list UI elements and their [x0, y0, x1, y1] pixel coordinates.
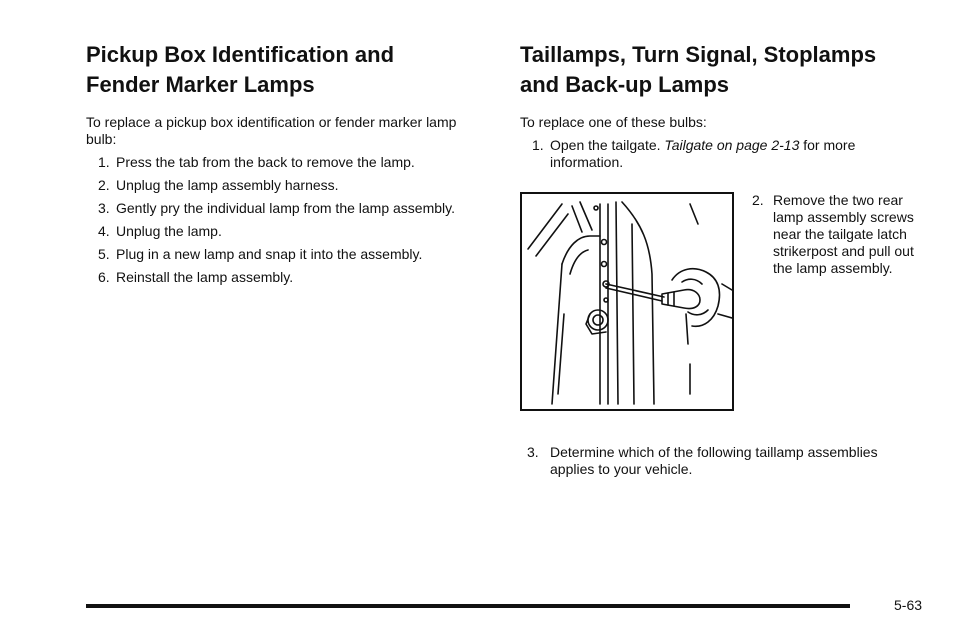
step-list [520, 137, 920, 171]
step-two [752, 192, 920, 277]
step-number: 2. [98, 177, 110, 193]
list-item [86, 246, 486, 263]
illustration-graphic [522, 194, 732, 409]
step-number: 6. [98, 269, 110, 285]
list-item [520, 137, 920, 171]
step-text: Reinstall the lamp assembly. [116, 269, 294, 285]
step-text: Open the tailgate. [550, 137, 661, 153]
step-text: Remove the two rear lamp assembly screws near the tailgate latch strikerpost and pull out the lamp assembly. [773, 192, 914, 276]
heading-line: Fender Marker Lamps [86, 72, 315, 97]
heading-line: Pickup Box Identification and [86, 42, 395, 67]
section-heading-pickup-box [86, 40, 486, 100]
step-number: 2. [752, 192, 764, 208]
left-column [86, 40, 486, 292]
list-item [86, 154, 486, 171]
step-number: 1. [532, 137, 544, 153]
step-text: Press the tab from the back to remove the lamp. [116, 154, 415, 170]
step-number: 1. [98, 154, 110, 170]
right-column [520, 40, 920, 477]
section-heading-taillamps [520, 40, 920, 100]
step-text: Unplug the lamp assembly harness. [116, 177, 339, 193]
step-number: 3. [527, 444, 539, 460]
step-three [520, 444, 920, 478]
step-number: 3. [98, 200, 110, 216]
list-item [86, 177, 486, 194]
page-number: 5-63 [894, 597, 923, 613]
step-text: Determine which of the following taillamp assemblies applies to your vehicle. [550, 444, 878, 477]
heading-line: and Back-up Lamps [520, 72, 730, 97]
list-item [86, 269, 486, 286]
list-item [86, 200, 486, 217]
step-text: Unplug the lamp. [116, 223, 222, 239]
cross-reference-link[interactable]: Tailgate on page 2-13 [664, 137, 800, 153]
intro-paragraph: To replace a pickup box identification or fender marker lamp bulb: [86, 114, 457, 147]
heading-line: Taillamps, Turn Signal, Stoplamps [520, 42, 877, 67]
step-number: 4. [98, 223, 110, 239]
list-item [86, 223, 486, 240]
step-list [86, 154, 486, 286]
step-text: for more information. [550, 137, 856, 170]
step-text: Plug in a new lamp and snap it into the assembly. [116, 246, 423, 262]
intro-paragraph: To replace one of these bulbs: [520, 114, 707, 130]
tailgate-screwdriver-illustration [520, 192, 734, 411]
footer-rule [86, 604, 850, 608]
step-text: Gently pry the individual lamp from the lamp assembly. [116, 200, 455, 216]
step-number: 5. [98, 246, 110, 262]
